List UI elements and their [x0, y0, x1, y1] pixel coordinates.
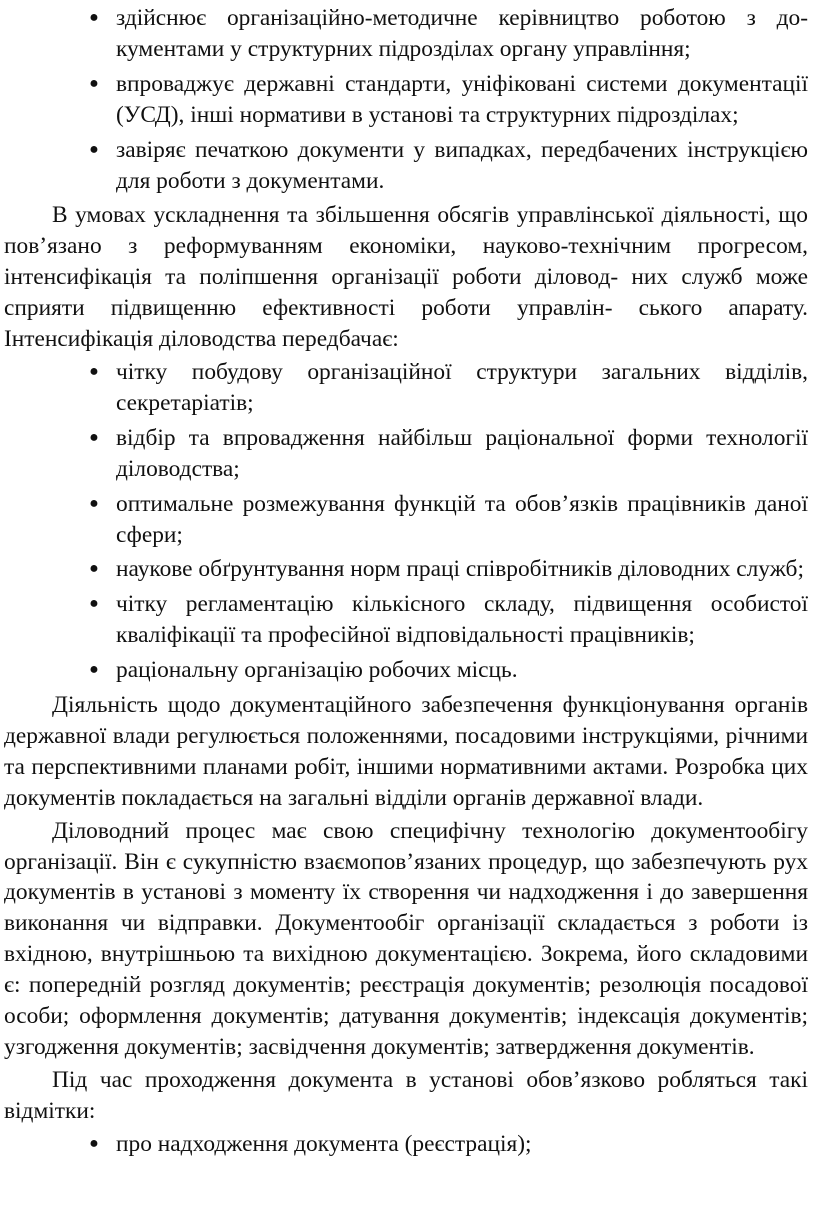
- bullet-icon: ●: [89, 494, 99, 512]
- bullet-list-responsibilities: [4, 3, 808, 196]
- list-item: [4, 357, 808, 419]
- list-item-text: чітку побудову організаційної структури загальних відділів, секретаріатів;: [116, 358, 808, 416]
- list-item: [4, 655, 808, 686]
- list-item-text: раціональну організацію робочих місць.: [116, 657, 518, 684]
- bullet-icon: ●: [89, 661, 99, 679]
- paragraph-intensification: В умовах ускладнення та збільшення обсягів управлінської діяльності, що пов’язано з реформуванням економіки, науково-технічним прогресом, інтенсифікація та поліпшення організації роботи діловод- них служб може сприяти підвищенню ефективності роботи управлін- ського апарату. Інтенсифікація діловодства передбачає:: [4, 202, 808, 353]
- bullet-icon: ●: [89, 362, 99, 380]
- bullet-icon: ●: [89, 74, 99, 92]
- list-item-text: відбір та впровадження найбільш раціональної форми технології діловодства;: [116, 424, 808, 482]
- list-item-text: здійснює організаційно-методичне керівництво роботою з документами у структурних підрозділах органу управління;: [116, 5, 808, 62]
- list-item: [4, 589, 808, 651]
- list-item-text: завіряє печаткою документи у випадках, передбачених інструкцією для роботи з документами.: [116, 136, 808, 194]
- bullet-icon: ●: [89, 9, 99, 26]
- bullet-icon: ●: [89, 428, 99, 446]
- paragraph-marks: Під час проходження документа в установі обов’язково робляться такі відмітки:: [4, 1066, 808, 1124]
- paragraph-regulation: Діяльність щодо документаційного забезпечення функціонування органів державної влади регулюється положеннями, посадовими інструкціями, річними та перспективними планами робіт, іншими нормативними актами. Розробка цих документів покладається на загальні відділи органів державної влади.: [4, 692, 808, 811]
- bullet-icon: ●: [89, 140, 99, 158]
- list-item-text: наукове обґрунтування норм праці співробітників діловодних служб;: [116, 556, 804, 583]
- bullet-icon: ●: [89, 560, 99, 578]
- list-item: [4, 135, 808, 197]
- list-item: [4, 489, 808, 551]
- list-item-text: чітку регламентацію кількісного складу, підвищення особистої кваліфікації та професійної відповідальності працівників;: [116, 591, 808, 649]
- list-item-text: оптимальне розмежування функцій та обов’язків працівників даної сфери;: [116, 490, 808, 548]
- list-item-text: про надходження документа (реєстрація);: [116, 1130, 532, 1157]
- list-item: [4, 1129, 808, 1160]
- list-item: [4, 3, 808, 65]
- list-item-text: впроваджує державні стандарти, уніфіковані системи документації (УСД), інші нормативи в установі та структурних підрозділах;: [116, 70, 808, 128]
- list-item: [4, 69, 808, 131]
- list-item: [4, 554, 808, 585]
- paragraph-document-flow: Діловодний процес має свою специфічну технологію документообігу організації. Він є сукупністю взаємопов’язаних процедур, що забезпечують рух документів в установі з моменту їх створення чи надходження і до завершення виконання чи відправки. Документообіг організації складається з роботи із вхідною, внутрішньою та вихідною документацією. Зокрема, його складовими є: попередній розгляд документів; реєстрація документів; резолюція посадової особи; оформлення документів; датування документів; індексація документів; узгодження документів; засвідчення документів; затвердження документів.: [4, 817, 808, 1060]
- list-item: [4, 423, 808, 485]
- bullet-icon: ●: [89, 1134, 99, 1152]
- bullet-icon: ●: [89, 595, 99, 613]
- bullet-list-intensification: [4, 357, 808, 686]
- bullet-list-marks: [4, 1129, 808, 1160]
